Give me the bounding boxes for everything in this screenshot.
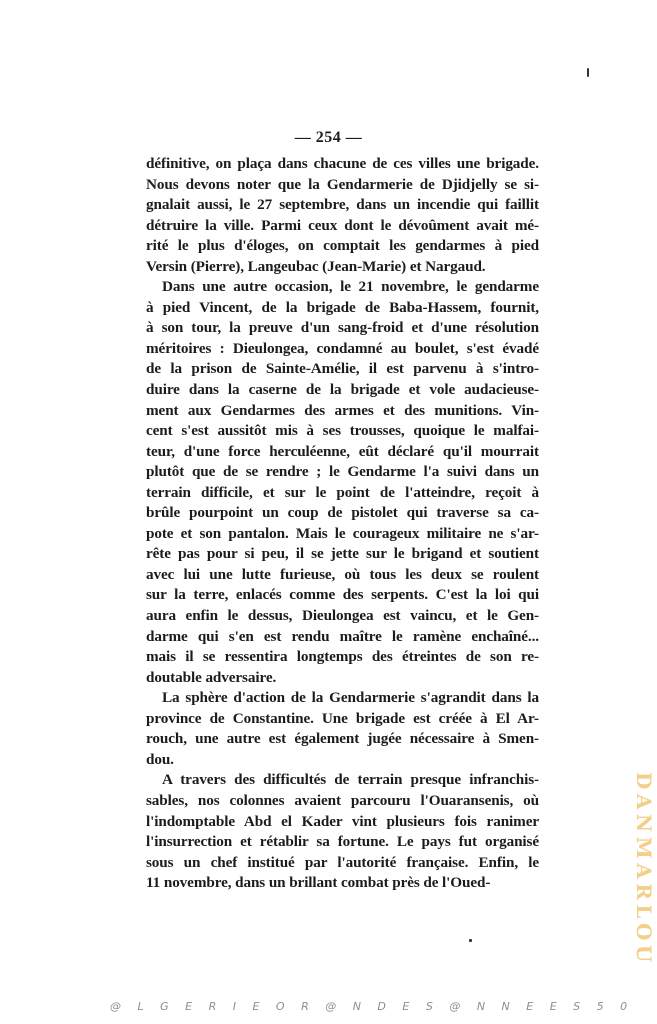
text-line: terrain difficile, et sur le point de l'atteindre, reçoit à: [146, 483, 539, 501]
text-line: gnalait aussi, le 27 septembre, dans un incendie qui faillit: [146, 196, 539, 214]
paragraph-3: [146, 688, 539, 770]
body-text: [146, 154, 539, 894]
text-line: avec lui une lutte furieuse, où tous les deux se roulent: [146, 565, 539, 583]
text-line: l'indomptable Abd el Kader vint plusieurs fois ranimer: [146, 812, 539, 830]
text-line: darme qui s'en est rendu maître le ramène enchaîné...: [146, 627, 539, 645]
text-line: pote et son pantalon. Mais le courageux militaire ne s'ar-: [146, 524, 539, 542]
text-line: méritoires : Dieulongea, condamné au boulet, s'est évadé: [146, 339, 539, 357]
text-line: sur la terre, enlacés comme des serpents. C'est la loi qui: [146, 586, 539, 604]
text-line: cent s'est aussitôt mis à ses trousses, quoique le malfai-: [146, 422, 539, 440]
paragraph-2: [146, 277, 539, 688]
text-line: définitive, on plaça dans chacune de ces villes une brigade.: [146, 155, 539, 172]
text-line: dou.: [146, 750, 174, 768]
text-line: aura enfin le dessus, Dieulongea est vaincu, et le Gen-: [146, 607, 539, 625]
page-number: — 254 —: [294, 129, 363, 146]
text-line: Nous devons noter que la Gendarmerie de Djidjelly se si-: [146, 175, 539, 193]
text-line: de la prison de Sainte-Amélie, il est parvenu à s'intro-: [146, 360, 539, 378]
text-line: Versin (Pierre), Langeubac (Jean-Marie) et Nargaud.: [146, 257, 486, 275]
text-line: sables, nos colonnes avaient parcouru l'Ouaransenis, où: [146, 791, 539, 809]
text-line: plutôt que de se rendre ; le Gendarme l'a suivi dans un: [146, 463, 539, 481]
watermark-footer: @ L G E R I E O R @ N D E S @ N N E E S 5 0: [110, 1000, 634, 1013]
text-line: rouch, une autre est également jugée nécessaire à Smen-: [146, 730, 539, 748]
text-line: rité le plus d'éloges, on comptait les gendarmes à pied: [146, 237, 539, 255]
text-line: province de Constantine. Une brigade est créée à El Ar-: [146, 709, 539, 727]
paragraph-4: [146, 770, 539, 893]
text-line: Dans une autre occasion, le 21 novembre, le gendarme: [162, 278, 539, 296]
text-line: détruire la ville. Parmi ceux dont le dévoûment avait mé-: [146, 216, 539, 234]
text-line: à pied Vincent, de la brigade de Baba-Hassem, fournit,: [146, 298, 539, 316]
text-line: sous un chef institué par l'autorité française. Enfin, le: [146, 853, 539, 871]
text-line: ment aux Gendarmes des armes et des munitions. Vin-: [146, 401, 539, 419]
scan-speck: [469, 939, 472, 942]
text-line: l'insurrection et rétablir sa fortune. Le pays fut organisé: [146, 833, 539, 851]
text-line: mais il se ressentira longtemps des étreintes de son re-: [146, 648, 539, 666]
text-line: duire dans la caserne de la brigade et vole audacieuse-: [146, 381, 539, 399]
paragraph-1: [146, 154, 539, 277]
text-line: teur, d'une force herculéenne, eût déclaré qu'il mourrait: [146, 442, 539, 460]
text-line: La sphère d'action de la Gendarmerie s'agrandit dans la: [162, 689, 539, 707]
scan-speck: [587, 68, 589, 77]
text-line: A travers des difficultés de terrain presque infranchis-: [162, 771, 539, 789]
text-line: doutable adversaire.: [146, 668, 277, 686]
watermark-vertical: DANMARLOU: [632, 772, 656, 967]
text-line: rête pas pour si peu, il se jette sur le brigand et soutient: [146, 545, 539, 563]
text-line: à son tour, la preuve d'un sang-froid et d'une résolution: [146, 319, 539, 337]
text-line: brûle pourpoint un coup de pistolet qui traverse sa ca-: [146, 504, 539, 522]
text-line: 11 novembre, dans un brillant combat près de l'Oued-: [146, 874, 491, 892]
